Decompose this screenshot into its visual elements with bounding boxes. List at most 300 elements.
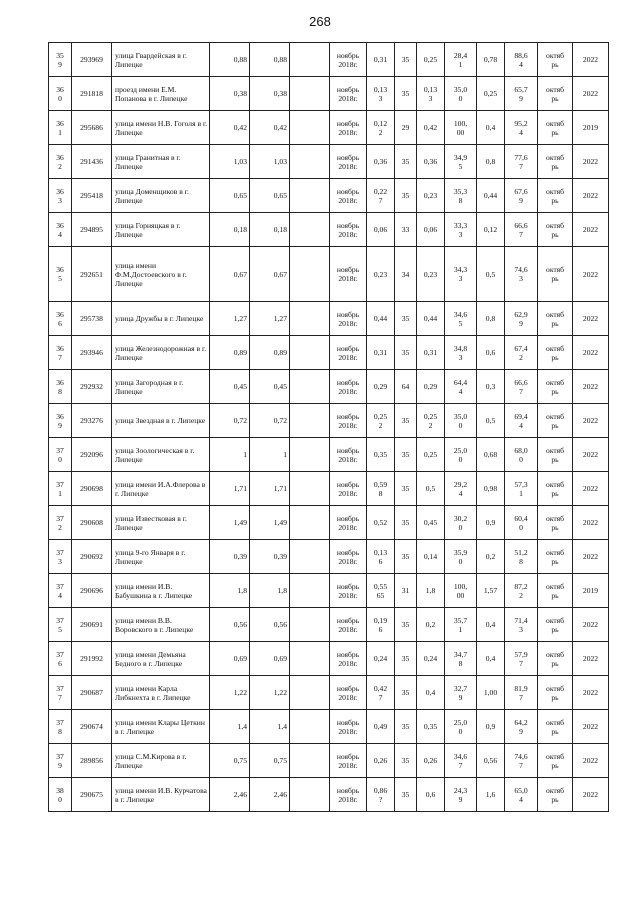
cell-month: октяб рь — [538, 676, 573, 710]
cell-street-name: улица С.М.Кирова в г. Липецке — [112, 744, 210, 778]
cell-street-name: улица Известковая в г. Липецке — [112, 506, 210, 540]
cell-percent-f: 51,2 8 — [505, 540, 538, 574]
cell-value-e: 0,3 — [477, 370, 505, 404]
cell-month: октяб рь — [538, 710, 573, 744]
cell-length-3 — [290, 676, 330, 710]
cell-row-number: 36 2 — [49, 145, 72, 179]
cell-length-3 — [290, 608, 330, 642]
cell-percent-f: 68,0 0 — [505, 438, 538, 472]
cell-value-a: 0,24 — [367, 642, 395, 676]
cell-percent-b: 29 — [395, 111, 417, 145]
cell-value-e: 0,4 — [477, 608, 505, 642]
cell-row-number: 36 4 — [49, 213, 72, 247]
cell-value-c: 0,2 — [417, 608, 445, 642]
cell-row-number: 36 1 — [49, 111, 72, 145]
cell-row-number: 36 8 — [49, 370, 72, 404]
cell-length-total: 0,56 — [210, 608, 250, 642]
cell-street-name: улица Загородная в г. Липецке — [112, 370, 210, 404]
cell-object-code: 295418 — [72, 179, 112, 213]
cell-percent-b: 35 — [395, 710, 417, 744]
cell-year: 2022 — [573, 472, 609, 506]
cell-value-a: 0,19 6 — [367, 608, 395, 642]
cell-month: октяб рь — [538, 778, 573, 812]
cell-percent-b: 64 — [395, 370, 417, 404]
cell-length-total: 0,18 — [210, 213, 250, 247]
cell-street-name: улица Дружбы в г. Липецке — [112, 302, 210, 336]
cell-survey-date: ноябрь 2018г. — [330, 404, 367, 438]
cell-month: октяб рь — [538, 302, 573, 336]
cell-month: октяб рь — [538, 336, 573, 370]
cell-length-3 — [290, 472, 330, 506]
cell-value-c: 0,31 — [417, 336, 445, 370]
cell-percent-f: 74,6 3 — [505, 247, 538, 302]
cell-length-2: 1,49 — [250, 506, 290, 540]
cell-value-e: 0,4 — [477, 111, 505, 145]
cell-street-name: проезд имени Е.М. Попанова в г. Липецке — [112, 77, 210, 111]
cell-value-a: 0,31 — [367, 336, 395, 370]
cell-object-code: 291818 — [72, 77, 112, 111]
cell-percent-b: 35 — [395, 472, 417, 506]
roads-table — [48, 42, 609, 812]
cell-year: 2022 — [573, 145, 609, 179]
cell-percent-f: 88,6 4 — [505, 43, 538, 77]
cell-survey-date: ноябрь 2018г. — [330, 574, 367, 608]
cell-length-2: 0,69 — [250, 642, 290, 676]
cell-length-2: 1,4 — [250, 710, 290, 744]
cell-percent-f: 66,6 7 — [505, 213, 538, 247]
cell-percent-d: 28,4 1 — [445, 43, 477, 77]
cell-percent-d: 35,0 0 — [445, 77, 477, 111]
cell-survey-date: ноябрь 2018г. — [330, 111, 367, 145]
cell-length-total: 1,27 — [210, 302, 250, 336]
cell-row-number: 37 5 — [49, 608, 72, 642]
cell-percent-b: 31 — [395, 574, 417, 608]
cell-percent-b: 35 — [395, 778, 417, 812]
cell-length-total: 1 — [210, 438, 250, 472]
cell-value-a: 0,42 7 — [367, 676, 395, 710]
cell-street-name: улица Доменщиков в г. Липецке — [112, 179, 210, 213]
cell-percent-f: 74,6 7 — [505, 744, 538, 778]
table-row — [49, 438, 609, 472]
cell-length-3 — [290, 145, 330, 179]
cell-percent-f: 81,9 7 — [505, 676, 538, 710]
cell-year: 2022 — [573, 247, 609, 302]
cell-percent-f: 57,3 1 — [505, 472, 538, 506]
cell-length-3 — [290, 642, 330, 676]
cell-value-a: 0,36 — [367, 145, 395, 179]
table-row — [49, 213, 609, 247]
cell-length-total: 1,8 — [210, 574, 250, 608]
cell-length-total: 0,38 — [210, 77, 250, 111]
cell-year: 2022 — [573, 540, 609, 574]
cell-length-3 — [290, 506, 330, 540]
cell-row-number: 38 0 — [49, 778, 72, 812]
cell-year: 2022 — [573, 710, 609, 744]
cell-length-2: 0,65 — [250, 179, 290, 213]
cell-month: октяб рь — [538, 145, 573, 179]
cell-length-2: 1,71 — [250, 472, 290, 506]
cell-percent-f: 67,6 9 — [505, 179, 538, 213]
cell-value-e: 0,78 — [477, 43, 505, 77]
cell-value-e: 1,6 — [477, 778, 505, 812]
cell-street-name: улица Звездная в г. Липецке — [112, 404, 210, 438]
cell-length-total: 0,72 — [210, 404, 250, 438]
cell-value-a: 0,06 — [367, 213, 395, 247]
cell-row-number: 37 3 — [49, 540, 72, 574]
cell-percent-d: 24,3 9 — [445, 778, 477, 812]
cell-year: 2022 — [573, 506, 609, 540]
cell-month: октяб рь — [538, 43, 573, 77]
cell-survey-date: ноябрь 2018г. — [330, 43, 367, 77]
cell-survey-date: ноябрь 2018г. — [330, 302, 367, 336]
cell-value-c: 0,4 — [417, 676, 445, 710]
cell-length-2: 0,89 — [250, 336, 290, 370]
cell-row-number: 37 9 — [49, 744, 72, 778]
cell-length-2: 2,46 — [250, 778, 290, 812]
cell-value-c: 0,44 — [417, 302, 445, 336]
cell-length-total: 2,46 — [210, 778, 250, 812]
cell-percent-d: 34,6 5 — [445, 302, 477, 336]
cell-object-code: 293969 — [72, 43, 112, 77]
cell-value-c: 0,23 — [417, 247, 445, 302]
cell-percent-d: 30,2 0 — [445, 506, 477, 540]
cell-percent-b: 35 — [395, 608, 417, 642]
cell-percent-d: 33,3 3 — [445, 213, 477, 247]
cell-length-2: 1,03 — [250, 145, 290, 179]
cell-percent-d: 25,0 0 — [445, 438, 477, 472]
cell-length-3 — [290, 438, 330, 472]
cell-street-name: улица имени Н.В. Гоголя в г. Липецке — [112, 111, 210, 145]
cell-value-e: 0,44 — [477, 179, 505, 213]
cell-row-number: 37 8 — [49, 710, 72, 744]
cell-survey-date: ноябрь 2018г. — [330, 778, 367, 812]
cell-street-name: улица имени В.В. Воровского в г. Липецке — [112, 608, 210, 642]
table-row — [49, 111, 609, 145]
cell-survey-date: ноябрь 2018г. — [330, 676, 367, 710]
cell-survey-date: ноябрь 2018г. — [330, 370, 367, 404]
page-number: 268 — [309, 14, 331, 29]
cell-row-number: 37 2 — [49, 506, 72, 540]
cell-street-name: улица Зоологическая в г. Липецке — [112, 438, 210, 472]
table-row — [49, 404, 609, 438]
cell-street-name: улица имени Ф.М.Достоевского в г. Липецке — [112, 247, 210, 302]
cell-length-total: 1,49 — [210, 506, 250, 540]
cell-value-c: 0,06 — [417, 213, 445, 247]
cell-percent-f: 87,2 2 — [505, 574, 538, 608]
cell-object-code: 292096 — [72, 438, 112, 472]
cell-length-3 — [290, 370, 330, 404]
table-row — [49, 710, 609, 744]
cell-value-c: 1,8 — [417, 574, 445, 608]
cell-length-3 — [290, 336, 330, 370]
cell-length-3 — [290, 302, 330, 336]
cell-street-name: улица 9-го Января в г. Липецке — [112, 540, 210, 574]
cell-row-number: 37 7 — [49, 676, 72, 710]
table-row — [49, 608, 609, 642]
cell-percent-f: 60,4 0 — [505, 506, 538, 540]
cell-value-e: 0,8 — [477, 145, 505, 179]
cell-value-c: 0,5 — [417, 472, 445, 506]
cell-length-2: 1,27 — [250, 302, 290, 336]
cell-value-c: 0,14 — [417, 540, 445, 574]
cell-percent-d: 34,7 8 — [445, 642, 477, 676]
cell-object-code: 290698 — [72, 472, 112, 506]
cell-percent-d: 100, 00 — [445, 111, 477, 145]
cell-length-3 — [290, 213, 330, 247]
cell-length-2: 0,88 — [250, 43, 290, 77]
cell-survey-date: ноябрь 2018г. — [330, 540, 367, 574]
cell-length-2: 0,42 — [250, 111, 290, 145]
cell-year: 2022 — [573, 302, 609, 336]
cell-object-code: 295738 — [72, 302, 112, 336]
cell-object-code: 295686 — [72, 111, 112, 145]
cell-value-e: 0,4 — [477, 642, 505, 676]
cell-month: октяб рь — [538, 213, 573, 247]
table-row — [49, 540, 609, 574]
cell-percent-f: 71,4 3 — [505, 608, 538, 642]
cell-month: октяб рь — [538, 438, 573, 472]
cell-length-total: 0,88 — [210, 43, 250, 77]
cell-survey-date: ноябрь 2018г. — [330, 710, 367, 744]
cell-percent-f: 67,4 2 — [505, 336, 538, 370]
cell-month: октяб рь — [538, 370, 573, 404]
cell-length-3 — [290, 710, 330, 744]
cell-percent-b: 35 — [395, 404, 417, 438]
cell-value-a: 0,86 ? — [367, 778, 395, 812]
cell-percent-d: 34,6 7 — [445, 744, 477, 778]
cell-percent-f: 57,9 7 — [505, 642, 538, 676]
cell-length-3 — [290, 43, 330, 77]
cell-percent-b: 35 — [395, 744, 417, 778]
cell-row-number: 36 9 — [49, 404, 72, 438]
cell-value-e: 0,6 — [477, 336, 505, 370]
cell-object-code: 293946 — [72, 336, 112, 370]
cell-year: 2022 — [573, 336, 609, 370]
cell-street-name: улица Железнодорожная в г. Липецке — [112, 336, 210, 370]
table-row — [49, 247, 609, 302]
cell-row-number: 36 0 — [49, 77, 72, 111]
table-row — [49, 778, 609, 812]
cell-year: 2022 — [573, 43, 609, 77]
cell-value-e: 0,98 — [477, 472, 505, 506]
cell-object-code: 293276 — [72, 404, 112, 438]
cell-month: октяб рь — [538, 472, 573, 506]
cell-percent-b: 35 — [395, 43, 417, 77]
cell-percent-b: 35 — [395, 145, 417, 179]
cell-survey-date: ноябрь 2018г. — [330, 608, 367, 642]
cell-percent-d: 64,4 4 — [445, 370, 477, 404]
cell-percent-d: 35,7 1 — [445, 608, 477, 642]
cell-length-2: 1 — [250, 438, 290, 472]
cell-percent-b: 35 — [395, 642, 417, 676]
table-row — [49, 642, 609, 676]
cell-percent-f: 65,7 9 — [505, 77, 538, 111]
cell-value-a: 0,35 — [367, 438, 395, 472]
cell-length-3 — [290, 111, 330, 145]
cell-value-e: 0,9 — [477, 506, 505, 540]
cell-percent-b: 35 — [395, 506, 417, 540]
cell-row-number: 35 9 — [49, 43, 72, 77]
cell-row-number: 37 1 — [49, 472, 72, 506]
cell-value-a: 0,49 — [367, 710, 395, 744]
cell-value-a: 0,25 2 — [367, 404, 395, 438]
cell-month: октяб рь — [538, 179, 573, 213]
cell-length-3 — [290, 77, 330, 111]
table-row — [49, 179, 609, 213]
cell-month: октяб рь — [538, 111, 573, 145]
cell-value-e: 0,5 — [477, 247, 505, 302]
cell-object-code: 291436 — [72, 145, 112, 179]
cell-percent-f: 95,2 4 — [505, 111, 538, 145]
cell-length-2: 0,72 — [250, 404, 290, 438]
cell-value-c: 0,13 3 — [417, 77, 445, 111]
cell-value-a: 0,44 — [367, 302, 395, 336]
cell-survey-date: ноябрь 2018г. — [330, 642, 367, 676]
cell-percent-d: 29,2 4 — [445, 472, 477, 506]
table-row — [49, 472, 609, 506]
cell-value-c: 0,29 — [417, 370, 445, 404]
cell-length-2: 0,75 — [250, 744, 290, 778]
cell-value-c: 0,25 — [417, 43, 445, 77]
cell-percent-f: 65,0 4 — [505, 778, 538, 812]
cell-value-c: 0,23 — [417, 179, 445, 213]
cell-length-total: 0,69 — [210, 642, 250, 676]
cell-length-total: 0,75 — [210, 744, 250, 778]
cell-value-e: 0,12 — [477, 213, 505, 247]
cell-survey-date: ноябрь 2018г. — [330, 438, 367, 472]
cell-street-name: улица Гранитная в г. Липецке — [112, 145, 210, 179]
cell-percent-b: 35 — [395, 676, 417, 710]
cell-street-name: улица Гвардейская в г. Липецке — [112, 43, 210, 77]
cell-percent-d: 25,0 0 — [445, 710, 477, 744]
table-row — [49, 336, 609, 370]
cell-length-2: 0,45 — [250, 370, 290, 404]
cell-percent-f: 69,4 4 — [505, 404, 538, 438]
cell-row-number: 37 6 — [49, 642, 72, 676]
cell-street-name: улица имени Демьяна Бедного в г. Липецке — [112, 642, 210, 676]
cell-length-total: 0,45 — [210, 370, 250, 404]
cell-value-a: 0,13 6 — [367, 540, 395, 574]
cell-percent-b: 35 — [395, 336, 417, 370]
cell-value-a: 0,59 8 — [367, 472, 395, 506]
cell-percent-b: 35 — [395, 302, 417, 336]
cell-value-a: 0,13 3 — [367, 77, 395, 111]
cell-year: 2022 — [573, 438, 609, 472]
cell-survey-date: ноябрь 2018г. — [330, 77, 367, 111]
cell-value-a: 0,29 — [367, 370, 395, 404]
cell-month: октяб рь — [538, 77, 573, 111]
cell-month: октяб рь — [538, 608, 573, 642]
cell-value-e: 0,5 — [477, 404, 505, 438]
cell-row-number: 36 5 — [49, 247, 72, 302]
table-row — [49, 145, 609, 179]
cell-street-name: улица имени И.В. Курчатова в г. Липецке — [112, 778, 210, 812]
cell-month: октяб рь — [538, 540, 573, 574]
cell-value-a: 0,26 — [367, 744, 395, 778]
cell-percent-b: 35 — [395, 438, 417, 472]
cell-object-code: 290696 — [72, 574, 112, 608]
cell-percent-d: 35,3 8 — [445, 179, 477, 213]
cell-percent-b: 35 — [395, 540, 417, 574]
cell-year: 2022 — [573, 213, 609, 247]
cell-month: октяб рь — [538, 744, 573, 778]
cell-percent-d: 100, 00 — [445, 574, 477, 608]
cell-street-name: улица Горняцкая в г. Липецке — [112, 213, 210, 247]
cell-row-number: 36 7 — [49, 336, 72, 370]
table-row — [49, 744, 609, 778]
cell-percent-b: 34 — [395, 247, 417, 302]
cell-street-name: улица имени И.В. Бабушкина в г. Липецке — [112, 574, 210, 608]
cell-year: 2022 — [573, 77, 609, 111]
cell-value-c: 0,45 — [417, 506, 445, 540]
cell-object-code: 289856 — [72, 744, 112, 778]
cell-length-3 — [290, 179, 330, 213]
cell-year: 2022 — [573, 404, 609, 438]
cell-length-total: 1,22 — [210, 676, 250, 710]
cell-month: октяб рь — [538, 506, 573, 540]
cell-length-2: 0,18 — [250, 213, 290, 247]
table-row — [49, 370, 609, 404]
cell-value-c: 0,25 2 — [417, 404, 445, 438]
cell-year: 2022 — [573, 370, 609, 404]
cell-street-name: улица имени Карла Либкнехта в г. Липецке — [112, 676, 210, 710]
cell-survey-date: ноябрь 2018г. — [330, 213, 367, 247]
cell-object-code: 290608 — [72, 506, 112, 540]
cell-value-a: 0,52 — [367, 506, 395, 540]
cell-month: октяб рь — [538, 574, 573, 608]
cell-length-total: 0,67 — [210, 247, 250, 302]
cell-percent-f: 77,6 7 — [505, 145, 538, 179]
cell-length-2: 1,8 — [250, 574, 290, 608]
cell-percent-f: 62,9 9 — [505, 302, 538, 336]
cell-object-code: 292932 — [72, 370, 112, 404]
cell-length-2: 0,38 — [250, 77, 290, 111]
cell-object-code: 292651 — [72, 247, 112, 302]
cell-survey-date: ноябрь 2018г. — [330, 145, 367, 179]
cell-value-c: 0,42 — [417, 111, 445, 145]
cell-length-3 — [290, 404, 330, 438]
cell-street-name: улица имени И.А.Флерова в г. Липецке — [112, 472, 210, 506]
cell-year: 2019 — [573, 574, 609, 608]
cell-value-c: 0,35 — [417, 710, 445, 744]
cell-year: 2022 — [573, 179, 609, 213]
cell-value-a: 0,22 7 — [367, 179, 395, 213]
cell-object-code: 291992 — [72, 642, 112, 676]
cell-object-code: 290692 — [72, 540, 112, 574]
table-row — [49, 676, 609, 710]
cell-percent-d: 32,7 9 — [445, 676, 477, 710]
cell-object-code: 290674 — [72, 710, 112, 744]
cell-length-total: 1,4 — [210, 710, 250, 744]
cell-length-total: 0,39 — [210, 540, 250, 574]
cell-length-total: 0,89 — [210, 336, 250, 370]
cell-survey-date: ноябрь 2018г. — [330, 179, 367, 213]
cell-value-c: 0,25 — [417, 438, 445, 472]
table-row — [49, 506, 609, 540]
cell-length-total: 0,42 — [210, 111, 250, 145]
cell-value-a: 0,23 — [367, 247, 395, 302]
cell-value-a: 0,55 65 — [367, 574, 395, 608]
cell-survey-date: ноябрь 2018г. — [330, 472, 367, 506]
cell-value-e: 0,8 — [477, 302, 505, 336]
cell-year: 2019 — [573, 111, 609, 145]
cell-length-3 — [290, 247, 330, 302]
cell-percent-b: 35 — [395, 179, 417, 213]
cell-percent-d: 35,0 0 — [445, 404, 477, 438]
cell-value-a: 0,12 2 — [367, 111, 395, 145]
table-row — [49, 302, 609, 336]
cell-row-number: 37 0 — [49, 438, 72, 472]
